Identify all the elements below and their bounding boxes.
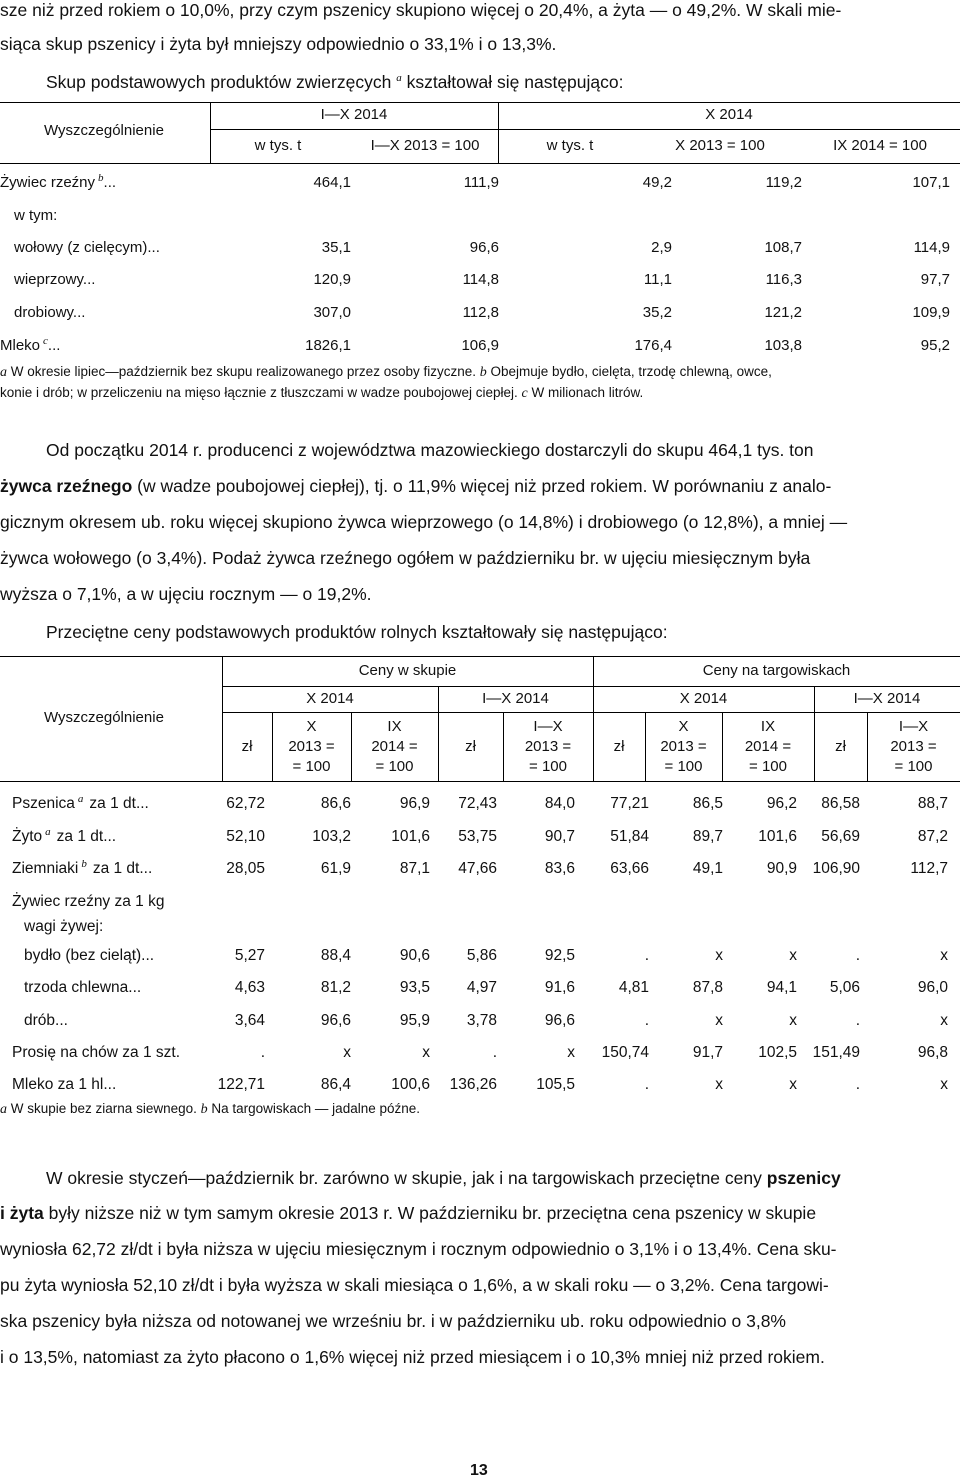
- table-cell: x: [715, 1076, 723, 1093]
- table-cell: 105,5: [536, 1076, 575, 1093]
- table-cell: 49,1: [692, 860, 723, 877]
- header-group-targ: Ceny na targowiskach: [702, 662, 851, 679]
- table-cell: 28,05: [226, 860, 265, 877]
- table-cell: 5,86: [466, 947, 497, 964]
- table-cell: 122,71: [217, 1076, 265, 1093]
- table-cell: 107,1: [912, 174, 950, 191]
- table-cell: .: [644, 1012, 649, 1029]
- header-subcolumn: I—X: [898, 718, 929, 735]
- header-period-4: I—X 2014: [853, 690, 921, 707]
- header-subcolumn: 2013 =: [524, 738, 572, 755]
- table-cell: 90,6: [399, 947, 430, 964]
- table-cell: 111,9: [463, 174, 499, 191]
- header-period-1: X 2014: [306, 690, 354, 707]
- table-cell: 114,8: [462, 271, 499, 288]
- table-cell: x: [789, 1076, 797, 1093]
- para2-line-4: żywca wołowego (o 3,4%). Podaż żywca rzeźnego ogółem w październiku br. w ujęciu miesięcznym była: [0, 548, 811, 568]
- table-cell: 96,2: [766, 795, 797, 812]
- table-cell: 101,6: [758, 828, 797, 845]
- header-period-2: I—X 2014: [482, 690, 549, 707]
- table-cell: 87,8: [692, 979, 723, 996]
- table-cell: x: [940, 1012, 948, 1029]
- table-cell: 62,72: [226, 795, 265, 812]
- header-subcolumn: zł: [835, 738, 846, 755]
- table-cell: .: [644, 1076, 649, 1093]
- table-cell: 87,2: [917, 828, 948, 845]
- table-cell: 101,6: [391, 828, 430, 845]
- table-cell: x: [715, 947, 723, 964]
- table-cell: .: [855, 1012, 860, 1029]
- header-group-2: X 2014: [705, 106, 753, 123]
- table-cell: 89,7: [692, 828, 723, 845]
- header-subcolumn: 2013 =: [660, 738, 707, 755]
- table-cell: x: [940, 1076, 948, 1093]
- table-cell: 96,6: [469, 239, 499, 256]
- header-subcolumn: zł: [613, 738, 625, 755]
- table-cell: 96,8: [917, 1044, 948, 1061]
- table-cell: 106,90: [812, 860, 860, 877]
- table-cell: .: [260, 1044, 265, 1061]
- table-cell: 103,8: [764, 337, 802, 354]
- table-cell: 96,9: [399, 795, 430, 812]
- table-cell: 307,0: [313, 304, 351, 321]
- table-cell: x: [940, 947, 948, 964]
- table-cell: 4,63: [234, 979, 265, 996]
- table-row-label: Mleko za 1 hl...: [12, 1076, 117, 1093]
- para3-line-2: i żyta były niższe niż w tym samym okresie 2013 r. W październiku br. przeciętna cena pszenicy w skupie: [0, 1203, 817, 1223]
- table-cell: 103,2: [312, 828, 351, 845]
- table-cell: 92,5: [544, 947, 575, 964]
- table-cell: x: [567, 1044, 575, 1061]
- header-spec-2: Wyszczególnienie: [44, 709, 164, 726]
- header-subcolumn: = 100: [292, 758, 331, 775]
- table-cell: x: [789, 947, 797, 964]
- table-row-label: Żywiec rzeźny za 1 kg: [12, 893, 165, 910]
- para2-line-1: Od początku 2014 r. producenci z województwa mazowieckiego dostarczyli do skupu 464,1 tys. ton: [46, 440, 814, 460]
- table-row-label: wołowy (z cielęcym)...: [14, 239, 160, 256]
- table-cell: 120,9: [313, 271, 351, 288]
- page-number: 13: [470, 1462, 488, 1479]
- para3-line-4: pu żyta wyniosła 52,10 zł/dt i była wyższa w skali miesiąca o 1,6%, a w skali roku — o 3,2%. Cena targowi-: [0, 1275, 829, 1295]
- table-cell: 3,78: [466, 1012, 497, 1029]
- table-cell: .: [855, 1076, 860, 1093]
- table-cell: 91,7: [692, 1044, 723, 1061]
- table-row-label: drobiowy...: [14, 304, 86, 321]
- table-cell: 5,27: [234, 947, 265, 964]
- table-cell: .: [855, 947, 860, 964]
- header-subcolumn: = 100: [894, 758, 933, 775]
- table-cell: 47,66: [458, 860, 497, 877]
- para3-line-5: ska pszenicy była niższa od notowanej we wrześniu br. i w październiku ub. roku odpowiednio o 3,8%: [0, 1311, 786, 1331]
- table-cell: 3,64: [234, 1012, 265, 1029]
- para2-line-2: żywca rzeźnego (w wadze poubojowej ciepłej), tj. o 11,9% więcej niż przed rokiem. W porównaniu z analo-: [0, 476, 832, 496]
- table-cell: 90,7: [544, 828, 575, 845]
- table-row-label: Ziemniaki $^b$ za 1 dt...: [12, 857, 153, 877]
- table-cell: 121,2: [764, 304, 802, 321]
- table-cell: 114,9: [913, 239, 950, 256]
- header-group-1: I—X 2014: [320, 106, 388, 123]
- para3-line-3: wyniosła 62,72 zł/dt i była niższa w ujęciu miesięcznym i rocznym odpowiednio o 3,1% i o 13,4%. Cena sku-: [0, 1239, 837, 1259]
- table-cell: 86,6: [320, 795, 351, 812]
- header-subcolumn: I—X: [533, 718, 563, 735]
- table-cell: 51,84: [610, 828, 649, 845]
- table-cell: 90,9: [766, 860, 797, 877]
- table-cell: 116,3: [765, 271, 802, 288]
- table-cell: x: [343, 1044, 351, 1061]
- table-cell: 72,43: [458, 795, 497, 812]
- table-cell: 53,75: [458, 828, 497, 845]
- header-subcolumn: X: [678, 718, 689, 735]
- header-subcolumn: zł: [465, 738, 476, 755]
- table-cell: 150,74: [601, 1044, 649, 1061]
- table-cell: x: [715, 1012, 723, 1029]
- table-cell: 88,7: [917, 795, 948, 812]
- header-subcolumn: 2013 =: [890, 738, 937, 755]
- table-cell: 63,66: [610, 860, 649, 877]
- table-cell: 97,7: [920, 271, 950, 288]
- table-cell: 5,06: [829, 979, 860, 996]
- table-row-label: trzoda chlewna...: [24, 979, 142, 996]
- table-cell: x: [422, 1044, 430, 1061]
- table-cell: 93,5: [399, 979, 430, 996]
- header-subcolumn: zł: [241, 738, 253, 755]
- table-cell: 84,0: [544, 795, 575, 812]
- table-cell: 11,1: [643, 271, 672, 288]
- table-cell: 176,4: [634, 337, 672, 354]
- table-cell: 1826,1: [305, 337, 351, 354]
- table-cell: 119,2: [765, 174, 802, 191]
- header-subcolumn: X: [306, 718, 317, 735]
- table-cell: 77,21: [610, 795, 649, 812]
- table2-footnote: a W skupie bez ziarna siewnego. b Na targowiskach — jadalne późne.: [0, 1101, 421, 1117]
- table-row-label: Żyto $^a$ za 1 dt...: [12, 825, 117, 845]
- header-c3: w tys. t: [546, 137, 594, 154]
- table-cell: 86,58: [821, 795, 860, 812]
- table-cell: 106,9: [461, 337, 499, 354]
- intro-line-3: Skup podstawowych produktów zwierzęcych $^a$ kształtował się następująco:: [46, 72, 624, 92]
- header-c1: w tys. t: [254, 137, 302, 154]
- table-cell: 95,9: [399, 1012, 430, 1029]
- table-cell: 35,1: [321, 239, 351, 256]
- table-cell: 109,9: [912, 304, 950, 321]
- table-cell: x: [789, 1012, 797, 1029]
- table-row-label: wagi żywej:: [24, 918, 104, 935]
- para3-line-1: W okresie styczeń—październik br. zarówno w skupie, jak i na targowiskach przeciętne ceny pszenicy: [46, 1168, 841, 1188]
- table-cell: 96,6: [544, 1012, 575, 1029]
- header-subcolumn: 2014 =: [371, 738, 418, 755]
- header-subcolumn: IX: [387, 718, 402, 735]
- table-cell: 86,5: [692, 795, 723, 812]
- table-cell: 136,26: [449, 1076, 497, 1093]
- intro-line-1: sze niż przed rokiem o 10,0%, przy czym pszenicy skupiono więcej o 20,4%, a żyta — o 49,2%. W skali mie-: [0, 0, 842, 20]
- table-cell: 102,5: [758, 1044, 797, 1061]
- table-cell: 100,6: [391, 1076, 430, 1093]
- table-row-label: Prosię na chów za 1 szt.: [12, 1044, 180, 1061]
- table-cell: 49,2: [642, 174, 672, 191]
- table-cell: 81,2: [320, 979, 351, 996]
- table-row-label: Pszenica $^a$ za 1 dt...: [12, 792, 149, 812]
- para2-line-6: Przeciętne ceny podstawowych produktów rolnych kształtowały się następująco:: [46, 622, 668, 642]
- table1-footnote-line-1: a W okresie lipiec—październik bez skupu realizowanego przez osoby fizyczne. b Obejmuje bydło, cielęta, trzodę chlewną, owce,: [0, 364, 772, 380]
- table-row-label: Mleko $^c$...: [0, 335, 61, 354]
- table-cell: 96,0: [917, 979, 948, 996]
- header-subcolumn: 2014 =: [744, 738, 792, 755]
- para2-line-5: wyższa o 7,1%, a w ujęciu rocznym — o 19,2%.: [0, 584, 372, 604]
- table-cell: 88,4: [320, 947, 351, 964]
- table-cell: .: [644, 947, 649, 964]
- table-cell: 4,81: [618, 979, 649, 996]
- table-cell: 2,9: [651, 239, 672, 256]
- table-cell: 94,1: [766, 979, 797, 996]
- header-c2: I—X 2013 = 100: [370, 137, 480, 154]
- para3-line-6: i o 13,5%, natomiast za żyto płacono o 1,6% więcej niż przed miesiącem i o 10,3% mniej niż przed rokiem.: [0, 1347, 825, 1367]
- table1-footnote-line-2: konie i drób; w przeliczeniu na mięso łącznie z tłuszczami w wadze poubojowej ciepłej. c W milionach litrów.: [0, 385, 644, 401]
- table-cell: 96,6: [320, 1012, 351, 1029]
- table-row-label: bydło (bez cieląt)...: [24, 947, 155, 964]
- table-row-label: wieprzowy...: [14, 271, 96, 288]
- header-subcolumn: = 100: [529, 758, 567, 775]
- header-period-3: X 2014: [679, 690, 728, 707]
- table-cell: 83,6: [544, 860, 575, 877]
- header-c5: IX 2014 = 100: [833, 137, 927, 154]
- table-cell: 112,8: [462, 304, 499, 321]
- table-cell: 91,6: [544, 979, 575, 996]
- table-cell: 108,7: [764, 239, 802, 256]
- table-cell: .: [492, 1044, 497, 1061]
- para2-line-3: gicznym okresem ub. roku więcej skupiono żywca wieprzowego (o 14,8%) i drobiowego (o 12,8%), a mniej —: [0, 512, 848, 532]
- header-subcolumn: 2013 =: [288, 738, 335, 755]
- header-subcolumn: = 100: [375, 758, 414, 775]
- table-cell: 86,4: [320, 1076, 351, 1093]
- table-cell: 87,1: [399, 860, 430, 877]
- header-subcolumn: = 100: [664, 758, 703, 775]
- intro-line-2: siąca skup pszenicy i żyta był mniejszy odpowiednio o 33,1% i o 13,3%.: [0, 34, 557, 54]
- table-row-label: Żywiec rzeźny $^b$...: [0, 172, 117, 191]
- table-cell: 151,49: [812, 1044, 860, 1061]
- header-group-skup: Ceny w skupie: [358, 662, 457, 679]
- table-row-label: drób...: [24, 1012, 68, 1029]
- table-cell: 56,69: [821, 828, 860, 845]
- table-cell: 35,2: [642, 304, 672, 321]
- table-cell: 95,2: [920, 337, 950, 354]
- table-cell: 464,1: [313, 174, 351, 191]
- header-c4: X 2013 = 100: [675, 137, 765, 154]
- table-cell: 4,97: [466, 979, 497, 996]
- header-spec: Wyszczególnienie: [44, 122, 164, 139]
- table-cell: 52,10: [226, 828, 265, 845]
- table-cell: 61,9: [320, 860, 351, 877]
- table-cell: 112,7: [910, 860, 948, 877]
- header-subcolumn: IX: [760, 718, 776, 735]
- table-row-label: w tym:: [14, 207, 58, 224]
- header-subcolumn: = 100: [749, 758, 787, 775]
